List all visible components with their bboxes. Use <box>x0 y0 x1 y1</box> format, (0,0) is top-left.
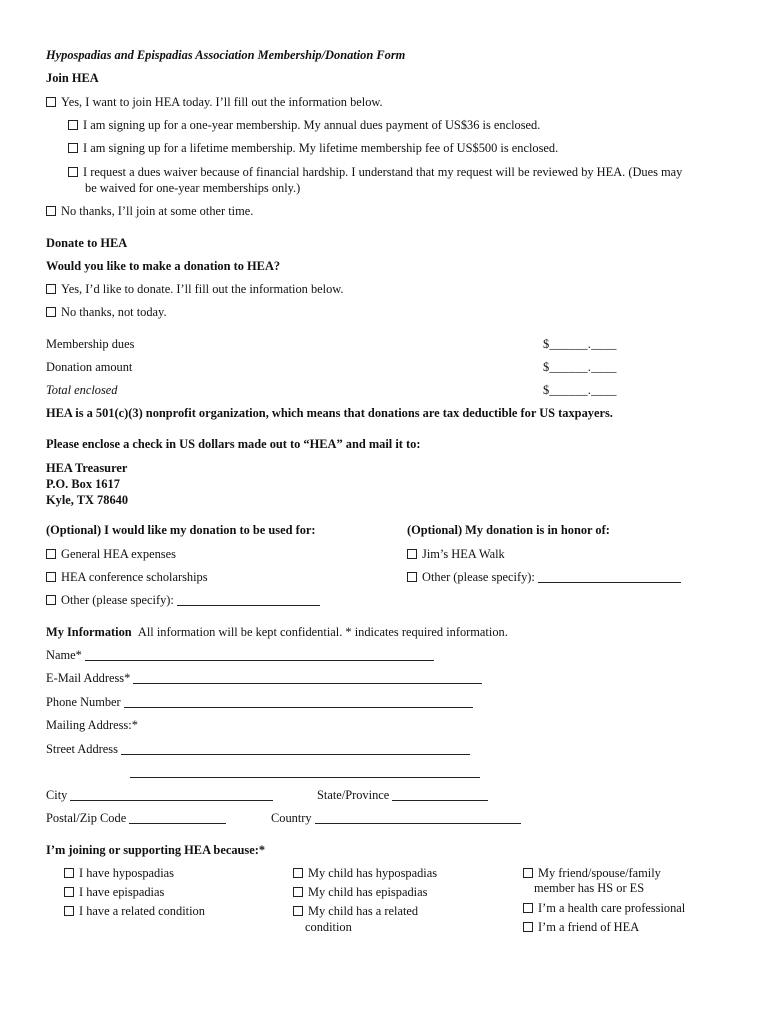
mail-instruction: Please enclose a check in US dollars made out to “HEA” and mail it to: <box>46 437 421 451</box>
use-scholarships-option[interactable] <box>46 570 208 585</box>
use-other-option[interactable] <box>46 593 320 608</box>
form-title: Hypospadias and Epispadias Association Membership/Donation Form <box>46 48 406 62</box>
name-row <box>46 648 434 663</box>
phone-field[interactable] <box>124 695 473 708</box>
honor-other-field[interactable] <box>538 570 681 583</box>
postal-label: Postal/Zip Code <box>46 811 127 825</box>
reason-checkbox[interactable] <box>523 903 533 913</box>
join-yes-checkbox[interactable] <box>46 97 56 107</box>
reason-option[interactable] <box>523 901 685 916</box>
reason-checkbox[interactable] <box>64 906 74 916</box>
reason-checkbox[interactable] <box>293 887 303 897</box>
use-general-checkbox[interactable] <box>46 549 56 559</box>
one-year-checkbox[interactable] <box>68 120 78 130</box>
donate-no-checkbox[interactable] <box>46 307 56 317</box>
nonprofit-note: HEA is a 501(c)(3) nonprofit organization, which means that donations are tax deductible for US taxpayers. <box>46 406 613 420</box>
waiver-option[interactable] <box>68 165 682 180</box>
reason-checkbox[interactable] <box>293 906 303 916</box>
use-other-field[interactable] <box>177 593 320 606</box>
reason-label-cont: condition <box>305 920 352 934</box>
donate-yes-option[interactable] <box>46 282 344 297</box>
lifetime-option[interactable] <box>68 141 558 156</box>
street-field-line2[interactable] <box>130 765 480 780</box>
reason-label: I’m a health care professional <box>538 901 686 915</box>
phone-row <box>46 695 473 710</box>
mail-address-line1: HEA Treasurer <box>46 461 128 475</box>
reason-label: I have a related condition <box>79 904 205 918</box>
one-year-option[interactable] <box>68 118 540 133</box>
reason-option[interactable] <box>64 866 174 881</box>
use-general-option[interactable] <box>46 547 176 562</box>
waiver-label: I request a dues waiver because of financial hardship. I understand that my request will be reviewed by HEA. (Dues may <box>83 165 683 179</box>
donation-amount-label: Donation amount <box>46 360 133 374</box>
reason-checkbox[interactable] <box>523 922 533 932</box>
use-scholarships-label: HEA conference scholarships <box>61 570 208 584</box>
honor-jims-walk-checkbox[interactable] <box>407 549 417 559</box>
name-field[interactable] <box>85 648 434 661</box>
country-label: Country <box>271 811 312 825</box>
use-other-label: Other (please specify): <box>61 593 174 607</box>
my-info-header <box>46 625 508 640</box>
donate-no-option[interactable] <box>46 305 167 320</box>
reason-option[interactable] <box>293 885 427 900</box>
donate-heading: Donate to HEA <box>46 236 128 250</box>
join-no-checkbox[interactable] <box>46 206 56 216</box>
state-row <box>317 788 488 803</box>
honor-jims-walk-option[interactable] <box>407 547 505 562</box>
join-heading: Join HEA <box>46 71 99 85</box>
reason-label: I have hypospadias <box>79 866 174 880</box>
honor-other-checkbox[interactable] <box>407 572 417 582</box>
reason-checkbox[interactable] <box>64 887 74 897</box>
email-label: E-Mail Address* <box>46 671 131 685</box>
one-year-label: I am signing up for a one-year membership. My annual dues payment of US$36 is enclosed. <box>83 118 541 132</box>
state-field[interactable] <box>392 788 488 801</box>
optional-use-heading: (Optional) I would like my donation to be used for: <box>46 523 316 537</box>
reason-label: My child has hypospadias <box>308 866 438 880</box>
country-row <box>271 811 521 826</box>
reason-label: I have epispadias <box>79 885 165 899</box>
my-info-heading: My Information <box>46 625 132 639</box>
city-label: City <box>46 788 68 802</box>
reason-label: My child has epispadias <box>308 885 428 899</box>
donate-no-label: No thanks, not today. <box>61 305 167 319</box>
reason-option[interactable] <box>293 866 437 881</box>
reason-option[interactable] <box>293 904 418 919</box>
email-field[interactable] <box>133 671 482 684</box>
country-field[interactable] <box>315 811 521 824</box>
total-enclosed-field[interactable]: $______.____ <box>543 383 617 397</box>
mail-address-line2: P.O. Box 1617 <box>46 477 120 491</box>
reason-label: I’m a friend of HEA <box>538 920 640 934</box>
postal-field[interactable] <box>129 811 226 824</box>
street-field[interactable] <box>121 742 470 755</box>
use-general-label: General HEA expenses <box>61 547 176 561</box>
honor-other-label: Other (please specify): <box>422 570 535 584</box>
donate-yes-checkbox[interactable] <box>46 284 56 294</box>
email-row <box>46 671 482 686</box>
reason-option[interactable] <box>64 904 205 919</box>
mailing-address-label: Mailing Address:* <box>46 718 138 732</box>
lifetime-checkbox[interactable] <box>68 143 78 153</box>
reasons-heading: I’m joining or supporting HEA because:* <box>46 843 266 857</box>
waiver-label-cont: be waived for one-year memberships only.) <box>85 181 301 195</box>
phone-label: Phone Number <box>46 695 121 709</box>
membership-dues-label: Membership dues <box>46 337 135 351</box>
donation-amount-field[interactable]: $______.____ <box>543 360 617 374</box>
honor-other-option[interactable] <box>407 570 681 585</box>
state-label: State/Province <box>317 788 390 802</box>
optional-honor-heading: (Optional) My donation is in honor of: <box>407 523 610 537</box>
join-yes-label: Yes, I want to join HEA today. I’ll fill out the information below. <box>61 95 383 109</box>
join-no-option[interactable] <box>46 204 253 219</box>
reason-checkbox[interactable] <box>293 868 303 878</box>
reason-checkbox[interactable] <box>64 868 74 878</box>
reason-checkbox[interactable] <box>523 868 533 878</box>
donate-yes-label: Yes, I’d like to donate. I’ll fill out the information below. <box>61 282 344 296</box>
total-enclosed-label: Total enclosed <box>46 383 118 397</box>
donate-question: Would you like to make a donation to HEA? <box>46 259 281 273</box>
my-info-note: All information will be kept confidential. * indicates required information. <box>137 625 508 639</box>
reason-label-cont: member has HS or ES <box>534 881 645 895</box>
city-row <box>46 788 273 803</box>
reason-label: My child has a related <box>308 904 419 918</box>
reason-label: My friend/spouse/family <box>538 866 661 880</box>
waiver-checkbox[interactable] <box>68 167 78 177</box>
mail-address-line3: Kyle, TX 78640 <box>46 493 129 507</box>
reason-option[interactable] <box>64 885 164 900</box>
street-label: Street Address <box>46 742 118 756</box>
reason-option[interactable] <box>523 866 661 881</box>
reason-option[interactable] <box>523 920 639 935</box>
postal-row <box>46 811 226 826</box>
honor-jims-walk-label: Jim’s HEA Walk <box>422 547 505 561</box>
lifetime-label: I am signing up for a lifetime membership. My lifetime membership fee of US$500 is enclosed. <box>83 141 559 155</box>
join-no-label: No thanks, I’ll join at some other time. <box>61 204 254 218</box>
street-row <box>46 742 470 757</box>
use-scholarships-checkbox[interactable] <box>46 572 56 582</box>
use-other-checkbox[interactable] <box>46 595 56 605</box>
membership-dues-field[interactable]: $______.____ <box>543 337 617 351</box>
name-label: Name* <box>46 648 82 662</box>
join-yes-option[interactable] <box>46 95 383 110</box>
city-field[interactable] <box>70 788 273 801</box>
